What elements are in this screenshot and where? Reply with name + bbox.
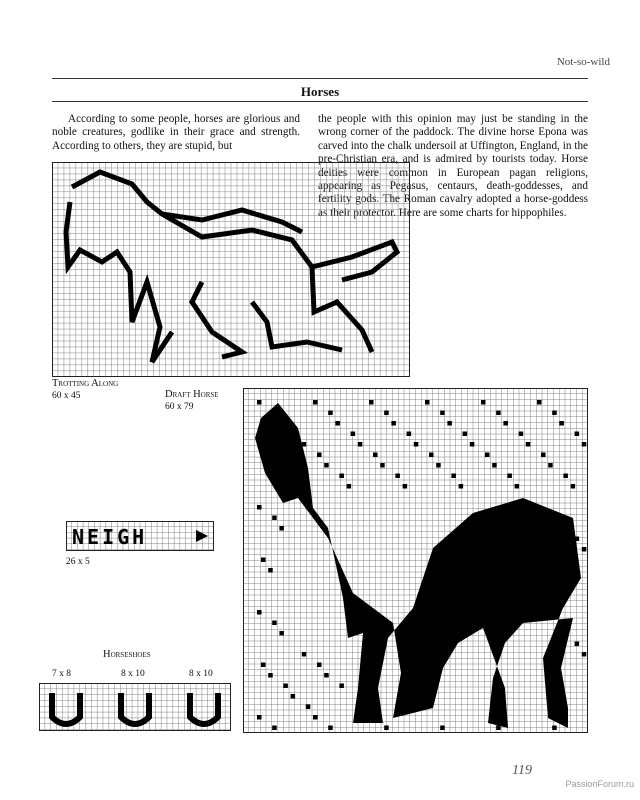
trotting-caption xyxy=(52,378,118,402)
neigh-dims: 26 x 5 xyxy=(66,557,90,567)
horseshoes-caption xyxy=(103,649,151,661)
horseshoe-2-dims: 8 x 10 xyxy=(121,669,145,679)
draft-horse-figure xyxy=(255,403,581,728)
section-heading: Horses xyxy=(300,84,340,99)
draft-caption xyxy=(165,389,219,413)
body-paragraph-2: the people with this opinion may just be standing in the wrong corner of the paddock. The divine horse Epona was carved into the chalk undersoil at Uffington, England, in the pre-Christian era, and is admired by tourists today. Horse deities were common in European pagan religions, appearing as Pegasus, centaurs, death-goddesses, and fertility gods. The Roman cavalry adopted a horse-goddess as their protector. Here are some charts for hippophiles. xyxy=(318,113,588,219)
watermark: PassionForum.ru xyxy=(565,779,634,789)
body-column-1 xyxy=(52,113,300,153)
neigh-chart xyxy=(66,521,214,551)
horseshoe-1-dims: 7 x 8 xyxy=(52,669,71,679)
draft-horse-chart xyxy=(243,388,588,733)
horseshoe-3-dims: 8 x 10 xyxy=(189,669,213,679)
horseshoe-2-icon xyxy=(121,693,149,724)
trotting-dims: 60 x 45 xyxy=(52,391,81,401)
body-paragraph-1: According to some people, horses are glorious and noble creatures, godlike in their grace and strength. According to others, they are stupid, but xyxy=(52,113,300,152)
draft-horse-body xyxy=(255,403,581,728)
horseshoes-chart xyxy=(39,683,231,731)
horseshoe-3-icon xyxy=(190,693,218,724)
draft-title: Draft Horse xyxy=(165,389,219,400)
horseshoes-title: Horseshoes xyxy=(103,649,151,660)
chapter-title: Not-so-wild xyxy=(556,56,610,68)
trotting-horse-outline xyxy=(66,172,397,362)
neigh-text: NEIGH xyxy=(72,525,148,549)
heading-rule xyxy=(52,101,588,102)
trot-stroke-6 xyxy=(312,242,397,280)
trotting-title: Trotting Along xyxy=(52,378,119,389)
trot-stroke-2 xyxy=(72,172,302,232)
trotting-along-chart xyxy=(52,162,410,377)
trot-stroke-5 xyxy=(252,302,342,350)
page-number: 119 xyxy=(512,763,532,778)
top-rule xyxy=(52,78,588,79)
horseshoe-1-icon xyxy=(52,693,80,724)
draft-dims: 60 x 79 xyxy=(165,402,194,412)
